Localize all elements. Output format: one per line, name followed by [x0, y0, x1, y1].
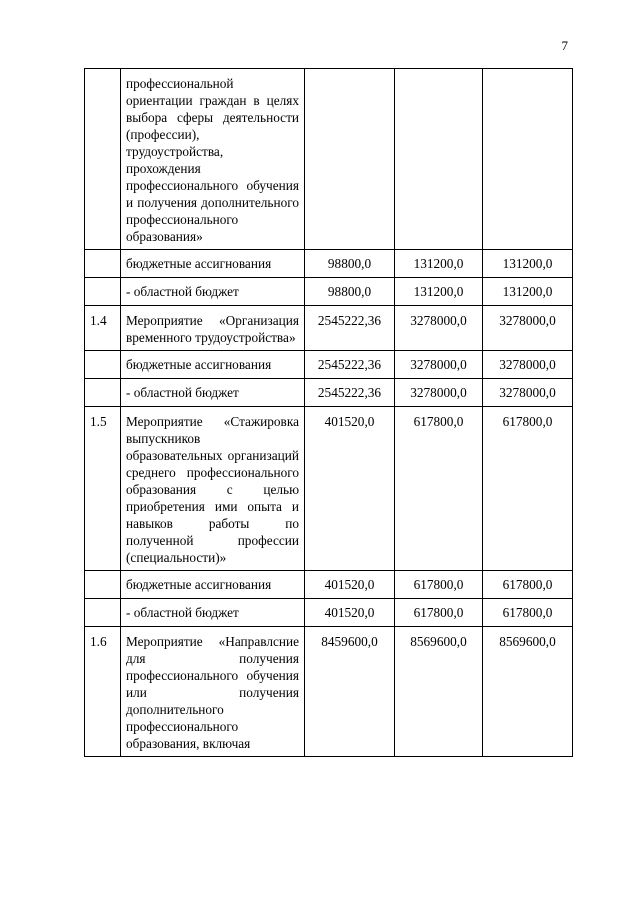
value-cell: 8569600,0	[395, 627, 483, 757]
table-row	[85, 250, 573, 278]
value-cell: 131200,0	[395, 250, 483, 278]
row-number-cell	[85, 69, 121, 250]
value-cell	[483, 69, 573, 250]
row-name-cell: - областной бюджет	[121, 379, 305, 407]
row-name-cell: - областной бюджет	[121, 278, 305, 306]
row-name-cell: Мероприятие «Организация временного трудоустройства»	[121, 306, 305, 351]
value-cell: 401520,0	[305, 407, 395, 571]
value-cell: 3278000,0	[395, 306, 483, 351]
row-name-cell: бюджетные ассигнования	[121, 250, 305, 278]
row-number-cell	[85, 599, 121, 627]
table-row	[85, 627, 573, 757]
value-cell	[305, 69, 395, 250]
value-cell: 8569600,0	[483, 627, 573, 757]
row-number-cell: 1.5	[85, 407, 121, 571]
row-number-cell	[85, 278, 121, 306]
value-cell: 3278000,0	[395, 351, 483, 379]
row-number-cell	[85, 351, 121, 379]
value-cell: 617800,0	[483, 407, 573, 571]
table-row	[85, 69, 573, 250]
value-cell: 98800,0	[305, 250, 395, 278]
budget-table	[84, 68, 573, 757]
value-cell: 3278000,0	[483, 379, 573, 407]
value-cell	[395, 69, 483, 250]
value-cell: 2545222,36	[305, 379, 395, 407]
value-cell: 8459600,0	[305, 627, 395, 757]
value-cell: 401520,0	[305, 599, 395, 627]
value-cell: 131200,0	[395, 278, 483, 306]
row-name-cell: бюджетные ассигнования	[121, 351, 305, 379]
row-number-cell	[85, 250, 121, 278]
row-number-cell: 1.6	[85, 627, 121, 757]
value-cell: 2545222,36	[305, 351, 395, 379]
row-number-cell	[85, 379, 121, 407]
value-cell: 617800,0	[395, 599, 483, 627]
value-cell: 3278000,0	[483, 351, 573, 379]
value-cell: 3278000,0	[483, 306, 573, 351]
row-name-cell: профессиональной ориентации граждан в целях выбора сферы деятельности (профессии), трудоустройства, прохождения профессионального обучения и получения дополнительного профессионального образования»	[121, 69, 305, 250]
table-row	[85, 306, 573, 351]
value-cell: 617800,0	[483, 571, 573, 599]
row-name-cell: Мероприятие «Направлсние для получения профессионального обучения или получения дополнительного профессионального образования, включая	[121, 627, 305, 757]
value-cell: 2545222,36	[305, 306, 395, 351]
table-row	[85, 379, 573, 407]
value-cell: 3278000,0	[395, 379, 483, 407]
value-cell: 131200,0	[483, 278, 573, 306]
page-number: 7	[561, 38, 568, 53]
value-cell: 401520,0	[305, 571, 395, 599]
table-row	[85, 571, 573, 599]
value-cell: 617800,0	[395, 407, 483, 571]
row-name-cell: - областной бюджет	[121, 599, 305, 627]
table-row	[85, 407, 573, 571]
table-row	[85, 599, 573, 627]
row-name-cell: бюджетные ассигнования	[121, 571, 305, 599]
row-number-cell: 1.4	[85, 306, 121, 351]
row-name-cell: Мероприятие «Стажировка выпускников образовательных организаций среднего профессионального образования с целью приобретения ими опыта и навыков работы по полученной профессии (специальности)»	[121, 407, 305, 571]
value-cell: 98800,0	[305, 278, 395, 306]
row-number-cell	[85, 571, 121, 599]
value-cell: 617800,0	[483, 599, 573, 627]
table-row	[85, 278, 573, 306]
value-cell: 617800,0	[395, 571, 483, 599]
value-cell: 131200,0	[483, 250, 573, 278]
table-row	[85, 351, 573, 379]
